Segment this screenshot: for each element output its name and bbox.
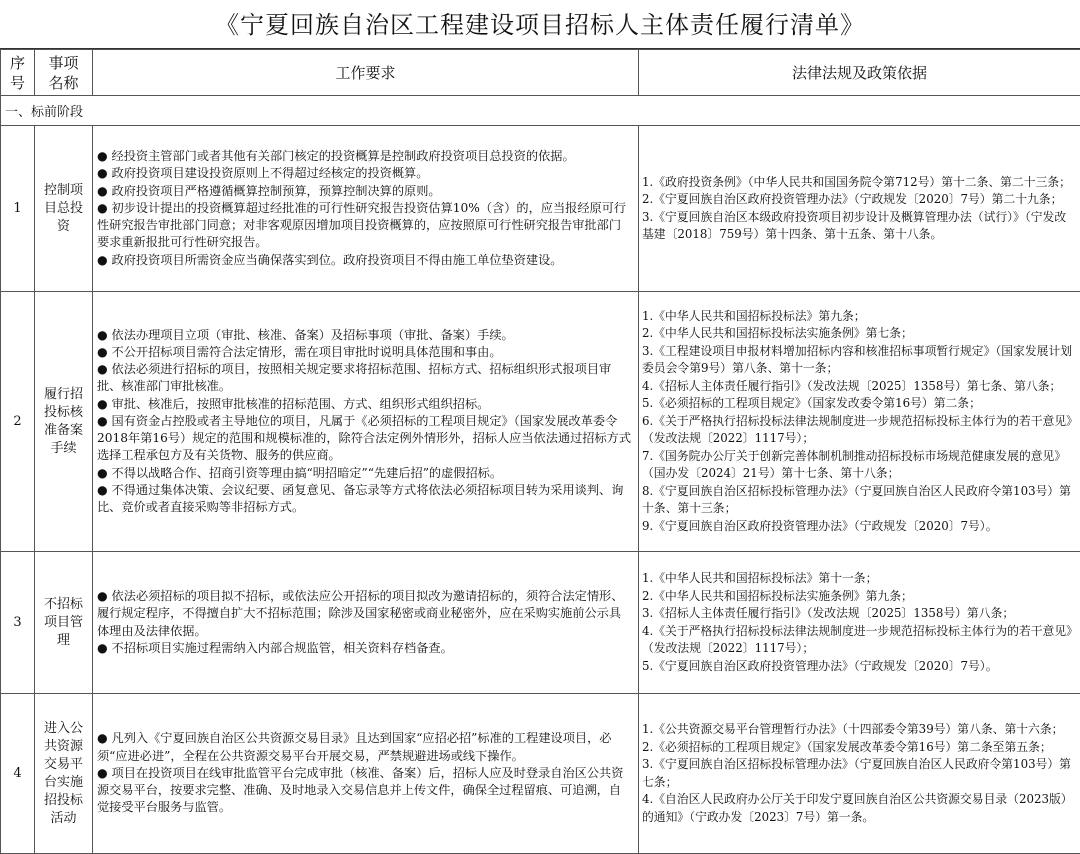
law-text: 2.《中华人民共和国招标投标法实施条例》第七条； [642, 325, 1074, 343]
law-text: 1.《中华人民共和国招标投标法》第九条； [642, 308, 1074, 326]
law-text: 7.《国务院办公厅关于创新完善体制机制推动招标投标市场规范健康发展的意见》（国办发〔2024〕21号）第十七条、第十八条； [642, 448, 1074, 483]
row-item-name: 履行招投标核准备案手续 [35, 292, 93, 552]
requirement-text: ● 初步设计提出的投资概算超过经批准的可行性研究报告投资估算10%（含）的，应当报经原可行性研究报告审批部门同意；对非客观原因增加项目投资概算的，应按照原可行性研究报告审批部门要求重新报批可行性研究报告。 [97, 200, 632, 252]
row-law-basis [639, 292, 1080, 552]
row-number: 1 [1, 126, 35, 292]
law-text: 4.《自治区人民政府办公厅关于印发宁夏回族自治区公共资源交易目录（2023版）的通知》（宁政办发〔2023〕7号）第一条。 [642, 791, 1074, 826]
requirement-text: ● 政府投资项目所需资金应当确保落实到位。政府投资项目不得由施工单位垫资建设。 [97, 252, 632, 269]
row-law-basis [639, 552, 1080, 694]
row-number: 4 [1, 694, 35, 854]
table-row [1, 292, 1080, 552]
requirement-text: ● 依法必须进行招标的项目，按照相关规定要求将招标范围、招标方式、招标组织形式报项目审批、核准部门审批核准。 [97, 361, 632, 395]
requirement-text: ● 不得通过集体决策、会议纪要、函复意见、备忘录等方式将依法必须招标项目转为采用谈判、询比、竞价或者直接采购等非招标方式。 [97, 482, 632, 516]
header-no-line1: 序 [1, 53, 34, 73]
header-no-line2: 号 [1, 73, 34, 93]
requirement-text: ● 国有资金占控股或者主导地位的项目，凡属于《必须招标的工程项目规定》（国家发展改革委令2018年第16号）规定的范围和规模标准的，除符合法定例外情形外，招标人应当依法通过招标方式选择工程承包方及有关货物、服务的供应商。 [97, 413, 632, 465]
page-title: 《宁夏回族自治区工程建设项目招标人主体责任履行清单》 [0, 0, 1080, 49]
header-item-line2: 名称 [35, 73, 92, 93]
row-law-basis [639, 694, 1080, 854]
law-text: 4.《招标人主体责任履行指引》（发改法规〔2025〕1358号）第七条、第八条； [642, 378, 1074, 396]
table-row [1, 694, 1080, 854]
row-item-name: 控制项目总投资 [35, 126, 93, 292]
header-requirements: 工作要求 [93, 50, 639, 96]
header-no [1, 50, 35, 96]
header-law: 法律法规及政策依据 [639, 50, 1080, 96]
requirement-text: ● 依法办理项目立项（审批、核准、备案）及招标事项（审批、备案）手续。 [97, 327, 632, 344]
law-text: 1.《公共资源交易平台管理暂行办法》（十四部委令第39号）第八条、第十六条； [642, 721, 1074, 739]
stage-label: 一、标前阶段 [1, 96, 1080, 126]
row-law-basis [639, 126, 1080, 292]
row-item-name: 不招标项目管理 [35, 552, 93, 694]
table-row [1, 552, 1080, 694]
requirement-text: ● 凡列入《宁夏回族自治区公共资源交易目录》且达到国家“应招必招”标准的工程建设项目，必须“应进必进”，全程在公共资源交易平台开展交易，严禁规避进场或线下操作。 [97, 730, 632, 764]
responsibility-table [0, 49, 1080, 854]
requirement-text: ● 项目在投资项目在线审批监管平台完成审批（核准、备案）后，招标人应及时登录自治区公共资源交易平台，按要求完整、准确、及时地录入交易信息并上传文件，确保全过程留痕、可追溯，自觉接受平台服务与监管。 [97, 765, 632, 817]
law-text: 1.《政府投资条例》（中华人民共和国国务院令第712号）第十二条、第二十三条； [642, 174, 1074, 192]
requirement-text: ● 不公开招标项目需符合法定情形，需在项目审批时说明具体范围和事由。 [97, 344, 632, 361]
law-text: 8.《宁夏回族自治区招标投标管理办法》（宁夏回族自治区人民政府令第103号）第十条、第十三条； [642, 483, 1074, 518]
law-text: 2.《中华人民共和国招标投标法实施条例》第九条； [642, 588, 1074, 606]
law-text: 5.《宁夏回族自治区政府投资管理办法》（宁政规发〔2020〕7号）。 [642, 658, 1074, 676]
row-number: 3 [1, 552, 35, 694]
row-requirements [93, 552, 639, 694]
row-requirements [93, 292, 639, 552]
row-requirements [93, 126, 639, 292]
law-text: 5.《必须招标的工程项目规定》（国家发改委令第16号）第二条； [642, 395, 1074, 413]
table-row [1, 126, 1080, 292]
law-text: 1.《中华人民共和国招标投标法》第十一条； [642, 570, 1074, 588]
law-text: 3.《宁夏回族自治区本级政府投资项目初步设计及概算管理办法（试行）》（宁发改基建〔2018〕759号）第十四条、第十五条、第十八条。 [642, 209, 1074, 244]
requirement-text: ● 不招标项目实施过程需纳入内部合规监管，相关资料存档备查。 [97, 640, 632, 657]
requirement-text: ● 依法必须招标的项目拟不招标，或依法应公开招标的项目拟改为邀请招标的，须符合法定情形、履行规定程序，不得擅自扩大不招标范围；除涉及国家秘密或商业秘密外，应在采购实施前公示具体理由及法律依据。 [97, 588, 632, 640]
law-text: 3.《招标人主体责任履行指引》（发改法规〔2025〕1358号）第八条； [642, 605, 1074, 623]
requirement-text: ● 政府投资项目严格遵循概算控制预算，预算控制决算的原则。 [97, 183, 632, 200]
requirement-text: ● 政府投资项目建设投资原则上不得超过经核定的投资概算。 [97, 165, 632, 182]
requirement-text: ● 不得以战略合作、招商引资等理由搞“明招暗定”“先建后招”的虚假招标。 [97, 465, 632, 482]
row-item-name: 进入公共资源交易平台实施招投标活动 [35, 694, 93, 854]
stage-row [1, 96, 1080, 126]
law-text: 3.《工程建设项目申报材料增加招标内容和核准招标事项暂行规定》（国家发展计划委员会令第9号）第八条、第十一条； [642, 343, 1074, 378]
law-text: 3.《宁夏回族自治区招标投标管理办法》（宁夏回族自治区人民政府令第103号）第七条； [642, 756, 1074, 791]
requirement-text: ● 审批、核准后，按照审批核准的招标范围、方式、组织形式组织招标。 [97, 396, 632, 413]
law-text: 2.《宁夏回族自治区政府投资管理办法》（宁政规发〔2020〕7号）第二十九条； [642, 191, 1074, 209]
row-number: 2 [1, 292, 35, 552]
law-text: 6.《关于严格执行招标投标法律法规制度进一步规范招标投标主体行为的若干意见》（发改法规〔2022〕1117号）； [642, 413, 1074, 448]
requirement-text: ● 经投资主管部门或者其他有关部门核定的投资概算是控制政府投资项目总投资的依据。 [97, 148, 632, 165]
header-item-line1: 事项 [35, 53, 92, 73]
header-item [35, 50, 93, 96]
row-requirements [93, 694, 639, 854]
law-text: 2.《必须招标的工程项目规定》（国家发展改革委令第16号）第二条至第五条； [642, 739, 1074, 757]
table-header-row [1, 50, 1080, 96]
law-text: 9.《宁夏回族自治区政府投资管理办法》（宁政规发〔2020〕7号）。 [642, 518, 1074, 536]
law-text: 4.《关于严格执行招标投标法律法规制度进一步规范招标投标主体行为的若干意见》（发改法规〔2022〕1117号）； [642, 623, 1074, 658]
